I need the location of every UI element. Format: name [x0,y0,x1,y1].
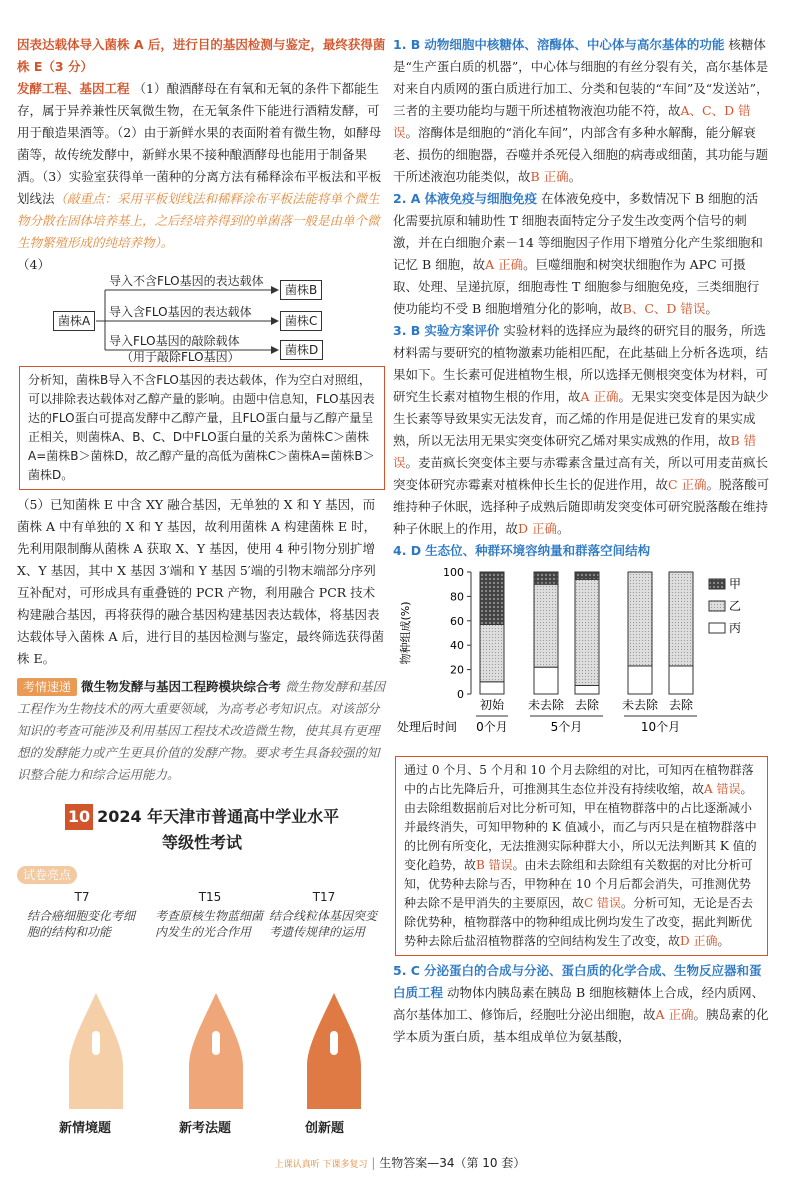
y-tick-label: 40 [450,639,464,653]
answer-verdict: B 错误 [393,433,757,470]
x-category-label: 去除 [574,698,600,712]
legend-swatch [709,579,725,589]
tip-body: 微生物发酵和基因工程作为生物技术的两大重要领域，为高考必考知识点。对该部分知识的考查可能涉及利用基因工程技术改造微生物，使其具有更理想的发酵能力或产生更具价值的发酵产物。要求考生具备较强的知识整合能力和综合运用能力。 [17,679,386,782]
answer-verdict: A 正确 [485,257,524,272]
footer-page-label: 生物答案—34（第 10 套） [379,1156,526,1170]
bar-segment [480,624,504,681]
section-text: （1）酿酒酵母在有氧和无氧的条件下都能生存，属于异养兼性厌氧微生物，在无氧条件下能进行酒精发酵，可用于酿造果酒等。（2）由于新鲜水果的表面附着有微生物，如酵母菌等，故传统发酵中，新鲜水果不接种酿酒酵母也能用于制备果酒。（3）实验室获得单一菌种的分离方法有稀释涂布平板法和平板划线法 [17,81,382,206]
answer-2: 2. A 体液免疫与细胞免疫 在体液免疫中，多数情况下 B 细胞的活化需要抗原和辅助性 T 细胞表面特定分子发生改变两个信号的刺激，并在白细胞介素－14 等细胞因子作用下增殖分化产生浆细胞和记忆 B 细胞，故A 正确。巨噬细胞和树突状细胞作为 APC 可摄取、处理、呈递抗原，细胞毒性 T 细胞参与细胞免疫，三类细胞行使功能均不受 B 细胞增殖分化的影响，故B、C、D 错误。 [393,191,763,316]
pen-nib-shape-dark [303,991,365,1111]
answer-number: 1. B [393,37,421,52]
section-tag: 发酵工程、基因工程 [17,81,130,96]
legend-swatch [709,623,725,633]
analysis-box: 分析知，菌株B导入不含FLO基因的表达载体，作为空白对照组，可以排除表达载体对乙醇产量的影响。由题中信息知，FLO基因表达的FLO蛋白可提高发酵中乙醇产量，且FLO蛋白量与乙醇产量呈正相关，则菌株A、B、C、D中FLO蛋白量的关系为菌株C＞菌株A=菌株B＞菌株D，故乙醇产量的高低为菌株C＞菌株A=菌株B＞菌株D。 [19,366,385,490]
chart-svg [393,562,770,752]
y-tick-label: 0 [457,688,464,701]
bar-segment [628,572,652,666]
bar-segment [669,572,693,666]
legend-label: 乙 [729,599,742,613]
y-tick-label: 80 [450,590,464,604]
answer-4-heading [393,540,770,562]
bar-segment [534,667,558,694]
answer-verdict: D 正确 [680,934,718,948]
y-tick-label: 20 [450,663,464,677]
answer-verdict: A 正确 [580,389,619,404]
strain-diagram [17,274,387,364]
answer-text: 通过 0 个月、5 个月和 10 个月去除组的对比，可知丙在植物群落中的占比先降后升，可推测其生态位并没有持续收缩，故 [404,763,754,796]
highlight-code: T7 [74,890,90,904]
answer-verdict: A、C、D 错误 [393,103,751,140]
highlight-desc: 结合线粒体基因突变考遗传规律的运用 [269,909,378,939]
answer-5 [393,960,770,1048]
strain-c-box: 菌株C [280,311,322,331]
bar-segment [669,666,693,694]
strain-b-box: 菌株B [280,280,322,300]
answer-3: 3. B 实验方案评价 实验材料的选择应为最终的研究目的服务，所选材料需与要研究的植物激素功能相匹配，在此基础上分析各选项，结果如下。生长素可促进植物生根，所以选择无侧根突变体为材料，可研究生长素对植物生根的作用，故A 正确。无果实突变体是因为缺少生长素等导致果实无法发育，而乙烯的作用是促进已发育的果实成熟，所以无法用无果实突变体研究乙烯对果实成熟的作用，故B 错误。麦苗疯长突变体主要与赤霉素含量过高有关，所以可用麦苗疯长突变体研究赤霉素对植株伸长生长的促进作用，故C 正确。脱落酸可维持种子休眠，选择种子成熟后随即萌发突变体可研究脱落酸在维持种子休眠上的作用，故D 正确。 [393,323,770,536]
answer-verdict: B 错误 [476,858,513,872]
strain-d-box: 菌株D [280,340,323,360]
highlight-label: 新考法题 [179,1121,232,1136]
legend-swatch [709,601,725,611]
fermentation-paragraph [17,78,387,254]
x-category-label: 未去除 [527,698,565,712]
answer-1: 1. B 动物细胞中核糖体、溶酶体、中心体与高尔基体的功能 核糖体是“生产蛋白质的机器”，中心体与细胞的有丝分裂有关，高尔基体是对来自内质网的蛋白质进行加工、分类和包装的“车间”及“发送站”，三者的主要功能均与题干所述植物液泡功能不符，故A、C、D 错误。溶酶体是细胞的“消化车间”，内部含有多种水解酶，能分解衰老、损伤的细胞器，吞噬并杀死侵入细胞的病毒或细菌，其功能与题干所述液泡功能类似，故B 正确。 [393,37,769,184]
answer-text: 。溶酶体是细胞的“消化车间”，内部含有多种水解酶，能分解衰老、损伤的细胞器，吞噬并杀死侵入细胞的病毒或细菌，其功能与题干所述液泡功能类似，故 [393,125,769,184]
answer-text: 。分析可知，无论是否去除优势种，植物群落中的物种组成比例均发生了改变，据此判断优势种去除后盐沼植物群落的空间结构发生了改变，故 [404,896,754,948]
answer-verdict: B 正确 [530,169,569,184]
group-label: 0个月 [476,720,508,734]
key-note: （敲重点：采用平板划线法和稀释涂布平板法能将单个微生物分散在固体培养基上，之后经培养得到的单菌落一般是由单个微生物繁殖形成的纯培养物）。 [17,191,380,250]
answer-topic: 实验方案评价 [424,323,500,338]
bar-segment [575,579,599,685]
exam-number-badge: 10 [65,804,93,830]
answer-topic: 体液免疫与细胞免疫 [424,191,537,206]
answer-verdict: C 正确 [668,477,707,492]
bar-segment [575,572,599,579]
highlight-desc: 结合癌细胞变化考细胞的结构和功能 [27,909,136,939]
exam-heading [17,804,387,856]
highlight-label: 创新题 [305,1121,345,1136]
x-axis-label: 处理后时间 [397,720,458,734]
highlight-header [17,864,387,886]
answer-text: 核糖体是“生产蛋白质的机器”，中心体与细胞的有丝分裂有关，高尔基体是对来自内质网的蛋白质进行加工、分类和包装的“车间”及“发送站”，三者的主要功能均与题干所述植物液泡功能不符，故 [393,37,769,118]
bar-segment [480,572,504,624]
highlight-columns [17,886,387,1146]
answer-topic: 分泌蛋白的合成与分泌、蛋白质的化学合成、生物反应器和蛋白质工程 [393,963,762,1000]
exam-tip [17,676,387,786]
bar-segment [628,666,652,694]
answer-topic: 动物细胞中核糖体、溶酶体、中心体与高尔基体的功能 [424,37,725,52]
arrow1-label: 导入不含FLO基因的表达载体 [109,274,264,288]
part4-label: （4） [17,257,50,272]
highlight-desc: 考查原核生物蓝细菌内发生的光合作用 [155,909,264,939]
tip-title: 微生物发酵与基因工程跨模块综合考 [81,679,282,694]
highlight-code: T17 [312,890,336,904]
bar-segment [575,685,599,694]
pen-nib-shape-light [65,991,127,1111]
highlight-t15 [155,886,265,940]
x-category-label: 初始 [479,698,505,712]
answer-number: 3. B [393,323,421,338]
strain-a-box: 菌株A [53,311,95,331]
footer-logo-text: 上课认真听 下课多复习 [274,1160,368,1170]
answer-text: 实验材料的选择应为最终的研究目的服务，所选材料需与要研究的植物激素功能相匹配，在此基础上分析各选项，结果如下。生长素可促进植物生根，所以选择无侧根突变体为材料，可研究生长素对植物生根的作用，故 [393,323,769,404]
group-label: 10个月 [640,720,681,734]
answer-text: 。无果实突变体是因为缺少生长素等导致果实无法发育，而乙烯的作用是促进已发育的果实成熟，所以无法用无果实突变体研究乙烯对果实成熟的作用，故 [393,389,769,448]
answer-text: 。胰岛素的化学本质为蛋白质，基本组成单位为氨基酸， [393,1007,769,1044]
arrow3-label: 导入FLO基因的敲除载体 [109,334,240,348]
answer-verdict: B、C、D 错误 [622,301,706,316]
answer-text: 。由未去除组和去除组有关数据的对比分析可知，优势种去除与否，甲物种在 10 个月后都会消失，可推测优势种去除不是甲消失的主要原因，故 [404,858,753,910]
highlight-t17 [269,886,379,940]
answer-number: 2. A [393,191,421,206]
highlight-code: T15 [198,890,222,904]
tip-header: 考情速递 [17,678,77,696]
highlight-t7 [27,886,137,940]
x-category-label: 未去除 [621,698,659,712]
pen-nib-shape-mid [185,991,247,1111]
y-tick-label: 100 [443,566,464,579]
bar-segment [534,584,558,667]
answer-number: 4. D [393,543,422,558]
part5-text: （5）已知菌株 E 中含 XY 融合基因，无单独的 X 和 Y 基因，而菌株 A 中有单独的 X 和 Y 基因，故利用菌株 A 构建菌株 E 时，先利用限制酶从菌株 A 获取 X、Y 基因，使用 4 种引物分别扩增 X、Y 基因，其中 X 基因 3′端和 Y 基因 5′端的引物末端部分序列互补配对，可形成具有重叠链的 PCR 产物，利用融合 PCR 技术构建融合基因，再将获得的融合基因构建基因表达载体，将基因表达载体导入菌株 A 后，进行目的基因检测与鉴定，最终筛选获得菌株 E。 [17,497,384,666]
bar-segment [480,682,504,694]
answer-text: 。巨噬细胞和树突状细胞作为 APC 可摄取、处理、呈递抗原，细胞毒性 T 细胞参与细胞免疫，三类细胞行使功能均不受 B 细胞增殖分化的影响，故 [393,257,760,316]
x-category-label: 去除 [668,698,694,712]
answer-verdict: C 错误 [584,896,622,910]
legend-label: 甲 [729,577,742,591]
highlight-label: 新情境题 [59,1121,112,1136]
q-summary-text: 因表达载体导入菌株 A 后，进行目的基因检测与鉴定，最终获得菌株 E（3 分） [17,37,386,74]
answer-verdict: A 错误 [704,782,741,796]
answer-text: 动物体内胰岛素在胰岛 B 细胞核糖体上合成，经内质网、高尔基体加工、修饰后，经胞吐分泌出细胞，故 [393,985,765,1022]
y-tick-label: 60 [450,614,464,628]
answer-text: 。脱落酸可维持种子休眠，选择种子成熟后随即萌发突变体可研究脱落酸在维持种子休眠上的作用，故 [393,477,770,536]
exam-title-line2: 等级性考试 [161,833,242,852]
arrow3-sublabel: （用于敲除FLO基因） [121,350,240,364]
arrow2-label: 导入含FLO基因的表达载体 [109,305,252,319]
right-column [393,34,770,1048]
answer-text: 。由去除组数据前后对比分析可知，甲在植物群落中的占比逐渐减小并最终消失，可知甲物种的 K 值减小，而乙与丙只是在植物群落中的比例有所变化，无法推测实际种群大小，所以无法判断其 K 值的变化趋势，故 [404,782,757,872]
species-composition-chart [393,562,770,752]
highlight-tag: 试卷亮点 [17,866,77,884]
answer-verdict: D 正确 [518,521,558,536]
bar-segment [534,572,558,584]
answer-verdict: A 正确 [655,1007,694,1022]
answer-number: 5. C [393,963,420,978]
exam-title-line1: 2024 年天津市普通高中学业水平 [97,807,340,826]
answer-4-analysis-box: 通过 0 个月、5 个月和 10 个月去除组的对比，可知丙在植物群落中的占比先降后升，可推测其生态位并没有持续收缩，故A 错误。由去除组数据前后对比分析可知，甲在植物群落中的占比逐渐减小并最终消失，可知甲物种的 K 值减小，而乙与丙只是在植物群落中的比例有所变化，无法推测实际种群大小，所以无法判断其 K 值的变化趋势，故B 错误。由未去除组和去除组有关数据的对比分析可知，优势种去除与否，甲物种在 10 个月后都会消失，可推测优势种去除不是甲消失的主要原因，故C 错误。分析可知，无论是否去除优势种，植物群落中的物种组成比例均发生了改变，据此判断优势种去除后盐沼植物群落的空间结构发生了改变，故D 正确。 [395,756,768,956]
left-column [17,34,387,1146]
answer-text: 。麦苗疯长突变体主要与赤霉素含量过高有关，所以可用麦苗疯长突变体研究赤霉素对植株伸长生长的促进作用，故 [393,455,769,492]
group-label: 5个月 [550,720,583,734]
legend-label: 丙 [729,621,742,635]
y-axis-label: 物种组成(%) [399,601,412,665]
page-footer: 上课认真听 下课多复习 | 生物答案—34（第 10 套） [274,1156,526,1170]
answer-topic: 生态位、种群环境容纳量和群落空间结构 [425,543,651,558]
answer-text: 在体液免疫中，多数情况下 B 细胞的活化需要抗原和辅助性 T 细胞表面特定分子发生改变两个信号的刺激，并在白细胞介素－14 等细胞因子作用下增殖分化产生浆细胞和记忆 B 细胞，故 [393,191,763,272]
